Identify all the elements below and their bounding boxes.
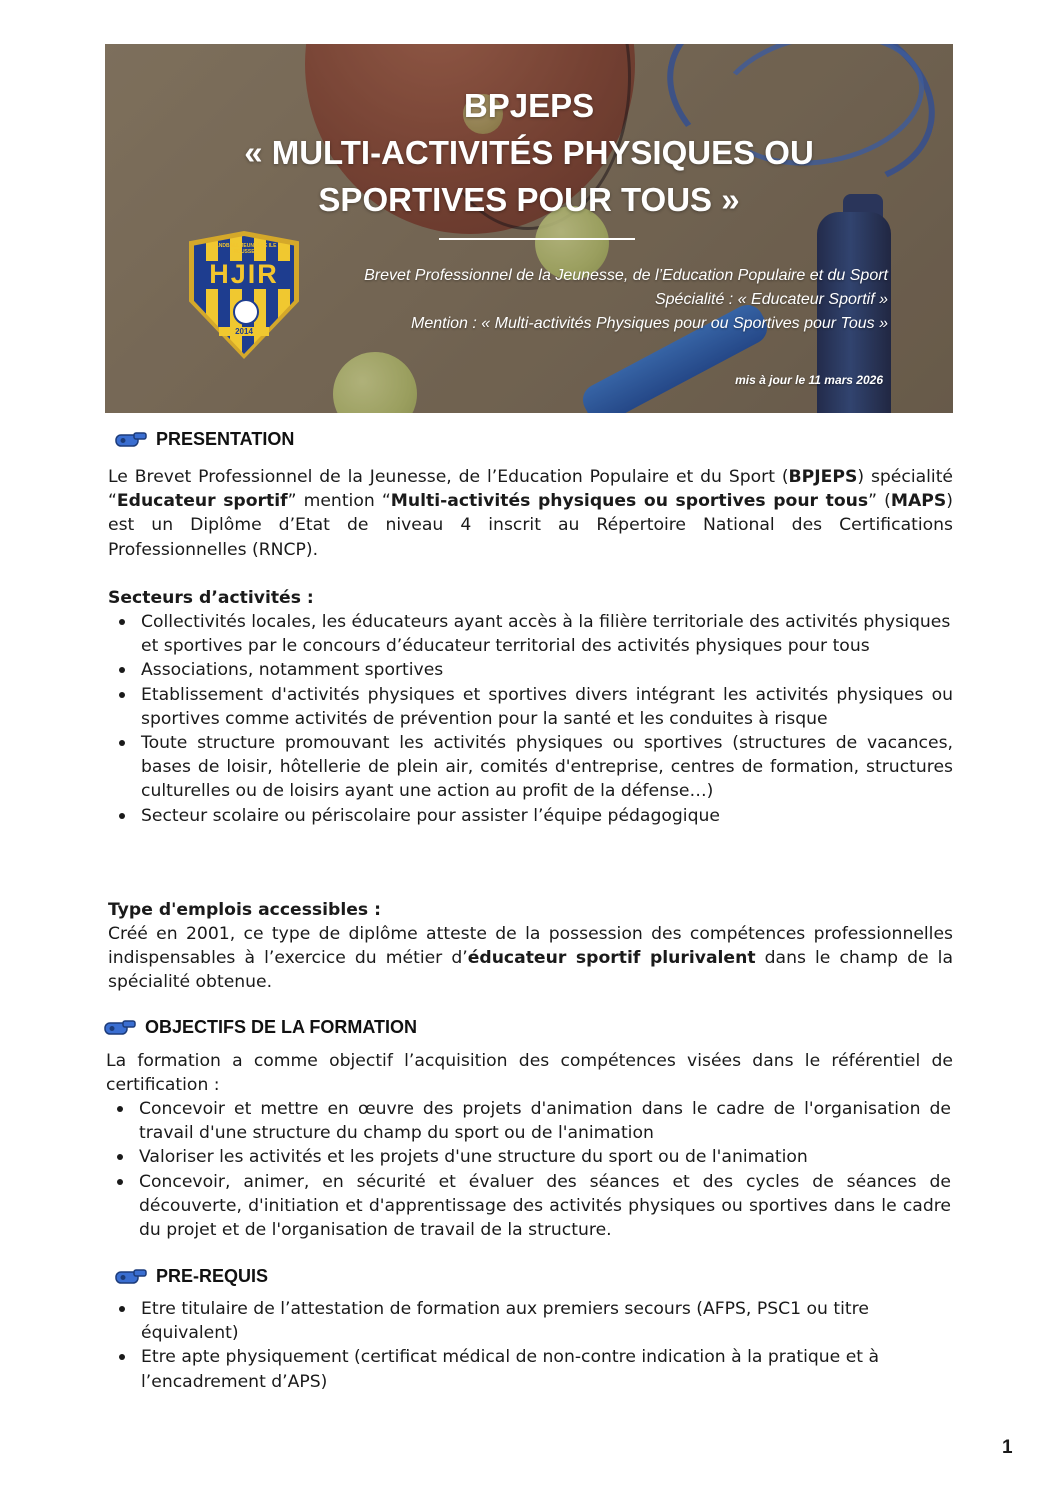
banner-subtitle	[288, 264, 888, 336]
logo-emblem-icon	[233, 299, 259, 325]
section-heading-presentation	[114, 429, 294, 450]
list-item: Concevoir et mettre en œuvre des projets d'animation dans le cadre de l'organisation de travail d'une structure du champ du sport ou de l'animation	[106, 1097, 951, 1145]
presentation-intro: Le Brevet Professionnel de la Jeunesse, de l’Education Populaire et du Sport (BPJEPS) spécialité “Educateur sportif” mention “Multi-activités physiques ou sportives pour tous” (MAPS) est un Diplôme d’Etat de niveau 4 inscrit au Répertoire National des Certifications Professionnelles (RNCP).	[108, 467, 954, 560]
list-item: Secteur scolaire ou périscolaire pour assister l’équipe pédagogique	[108, 804, 953, 828]
club-logo	[189, 231, 299, 359]
header-banner	[105, 44, 953, 413]
banner-title-line: « MULTI-ACTIVITÉS PHYSIQUES OU	[244, 134, 814, 171]
list-item: Etablissement d'activités physiques et sportives divers intégrant les activités physiques ou sportives comme activités de prévention pour la santé et les conduites à risque	[108, 683, 953, 731]
list-item: Etre apte physiquement (certificat médical de non-contre indication à la pratique et à l’encadrement d’APS)	[108, 1345, 913, 1393]
banner-subtitle-line: Spécialité : « Educateur Sportif »	[654, 291, 888, 308]
logo-year: 2014	[219, 327, 269, 336]
whistle-icon	[103, 1019, 137, 1037]
title-divider	[439, 238, 635, 240]
list-item: Collectivités locales, les éducateurs ayant accès à la filière territoriale des activités physiques et sportives par le concours d’éducateur territorial des activités physiques pour tous	[108, 610, 953, 658]
list-item: Concevoir, animer, en sécurité et évaluer des séances et des cycles de séances de découverte, d'initiation et d'apprentissage des activités physiques ou sportives dans le cadre du projet et de l'organisation de travail de la structure.	[106, 1170, 951, 1243]
objectives-list	[106, 1097, 951, 1242]
banner-subtitle-line: Mention : « Multi-activités Physiques pour ou Sportives pour Tous »	[411, 315, 888, 332]
banner-subtitle-line: Brevet Professionnel de la Jeunesse, de l’Education Populaire et du Sport	[364, 267, 888, 284]
banner-title	[105, 82, 953, 223]
list-item: Associations, notamment sportives	[108, 658, 953, 682]
section-title: PRE-REQUIS	[156, 1266, 269, 1286]
banner-title-line: SPORTIVES POUR TOUS »	[318, 181, 740, 218]
jobs-heading: Type d'emplois accessibles :	[108, 900, 381, 920]
sectors-heading: Secteurs d’activités :	[108, 588, 314, 608]
prerequisites-list	[108, 1297, 913, 1394]
logo-letters: HJIR	[209, 259, 279, 289]
objectives-intro: La formation a comme objectif l’acquisition des compétences visées dans le référentiel de certification :	[106, 1051, 953, 1096]
whistle-icon	[114, 1268, 148, 1286]
update-date: mis à jour le 11 mars 2026	[735, 373, 883, 387]
sectors-list	[108, 610, 953, 828]
list-item: Valoriser les activités et les projets d'une structure du sport ou de l'animation	[106, 1145, 951, 1169]
section-heading-prerequisites	[114, 1266, 268, 1287]
section-title: OBJECTIFS DE LA FORMATION	[145, 1017, 417, 1037]
list-item: Toute structure promouvant les activités physiques ou sportives (structures de vacances, bases de loisir, hôtellerie de plein air, comités d'entreprise, centres de formation, structures culturelles ou de loisirs ayant une action au profit de la défense…)	[108, 731, 953, 804]
section-heading-objectives	[103, 1017, 417, 1038]
whistle-icon	[114, 431, 148, 449]
jobs-description: Créé en 2001, ce type de diplôme atteste de la possession des compétences professionnelles indispensables à l’exercice du métier d’éducateur sportif plurivalent dans le champ de la spécialité obtenue.	[108, 924, 953, 993]
list-item: Etre titulaire de l’attestation de formation aux premiers secours (AFPS, PSC1 ou titre équivalent)	[108, 1297, 913, 1345]
logo-top-text: HANDBALL JEUNESSE ILE ROUSSE	[211, 243, 277, 255]
banner-title-line: BPJEPS	[463, 87, 595, 124]
section-title: PRESENTATION	[156, 429, 295, 449]
page-number: 1	[1002, 1437, 1013, 1458]
